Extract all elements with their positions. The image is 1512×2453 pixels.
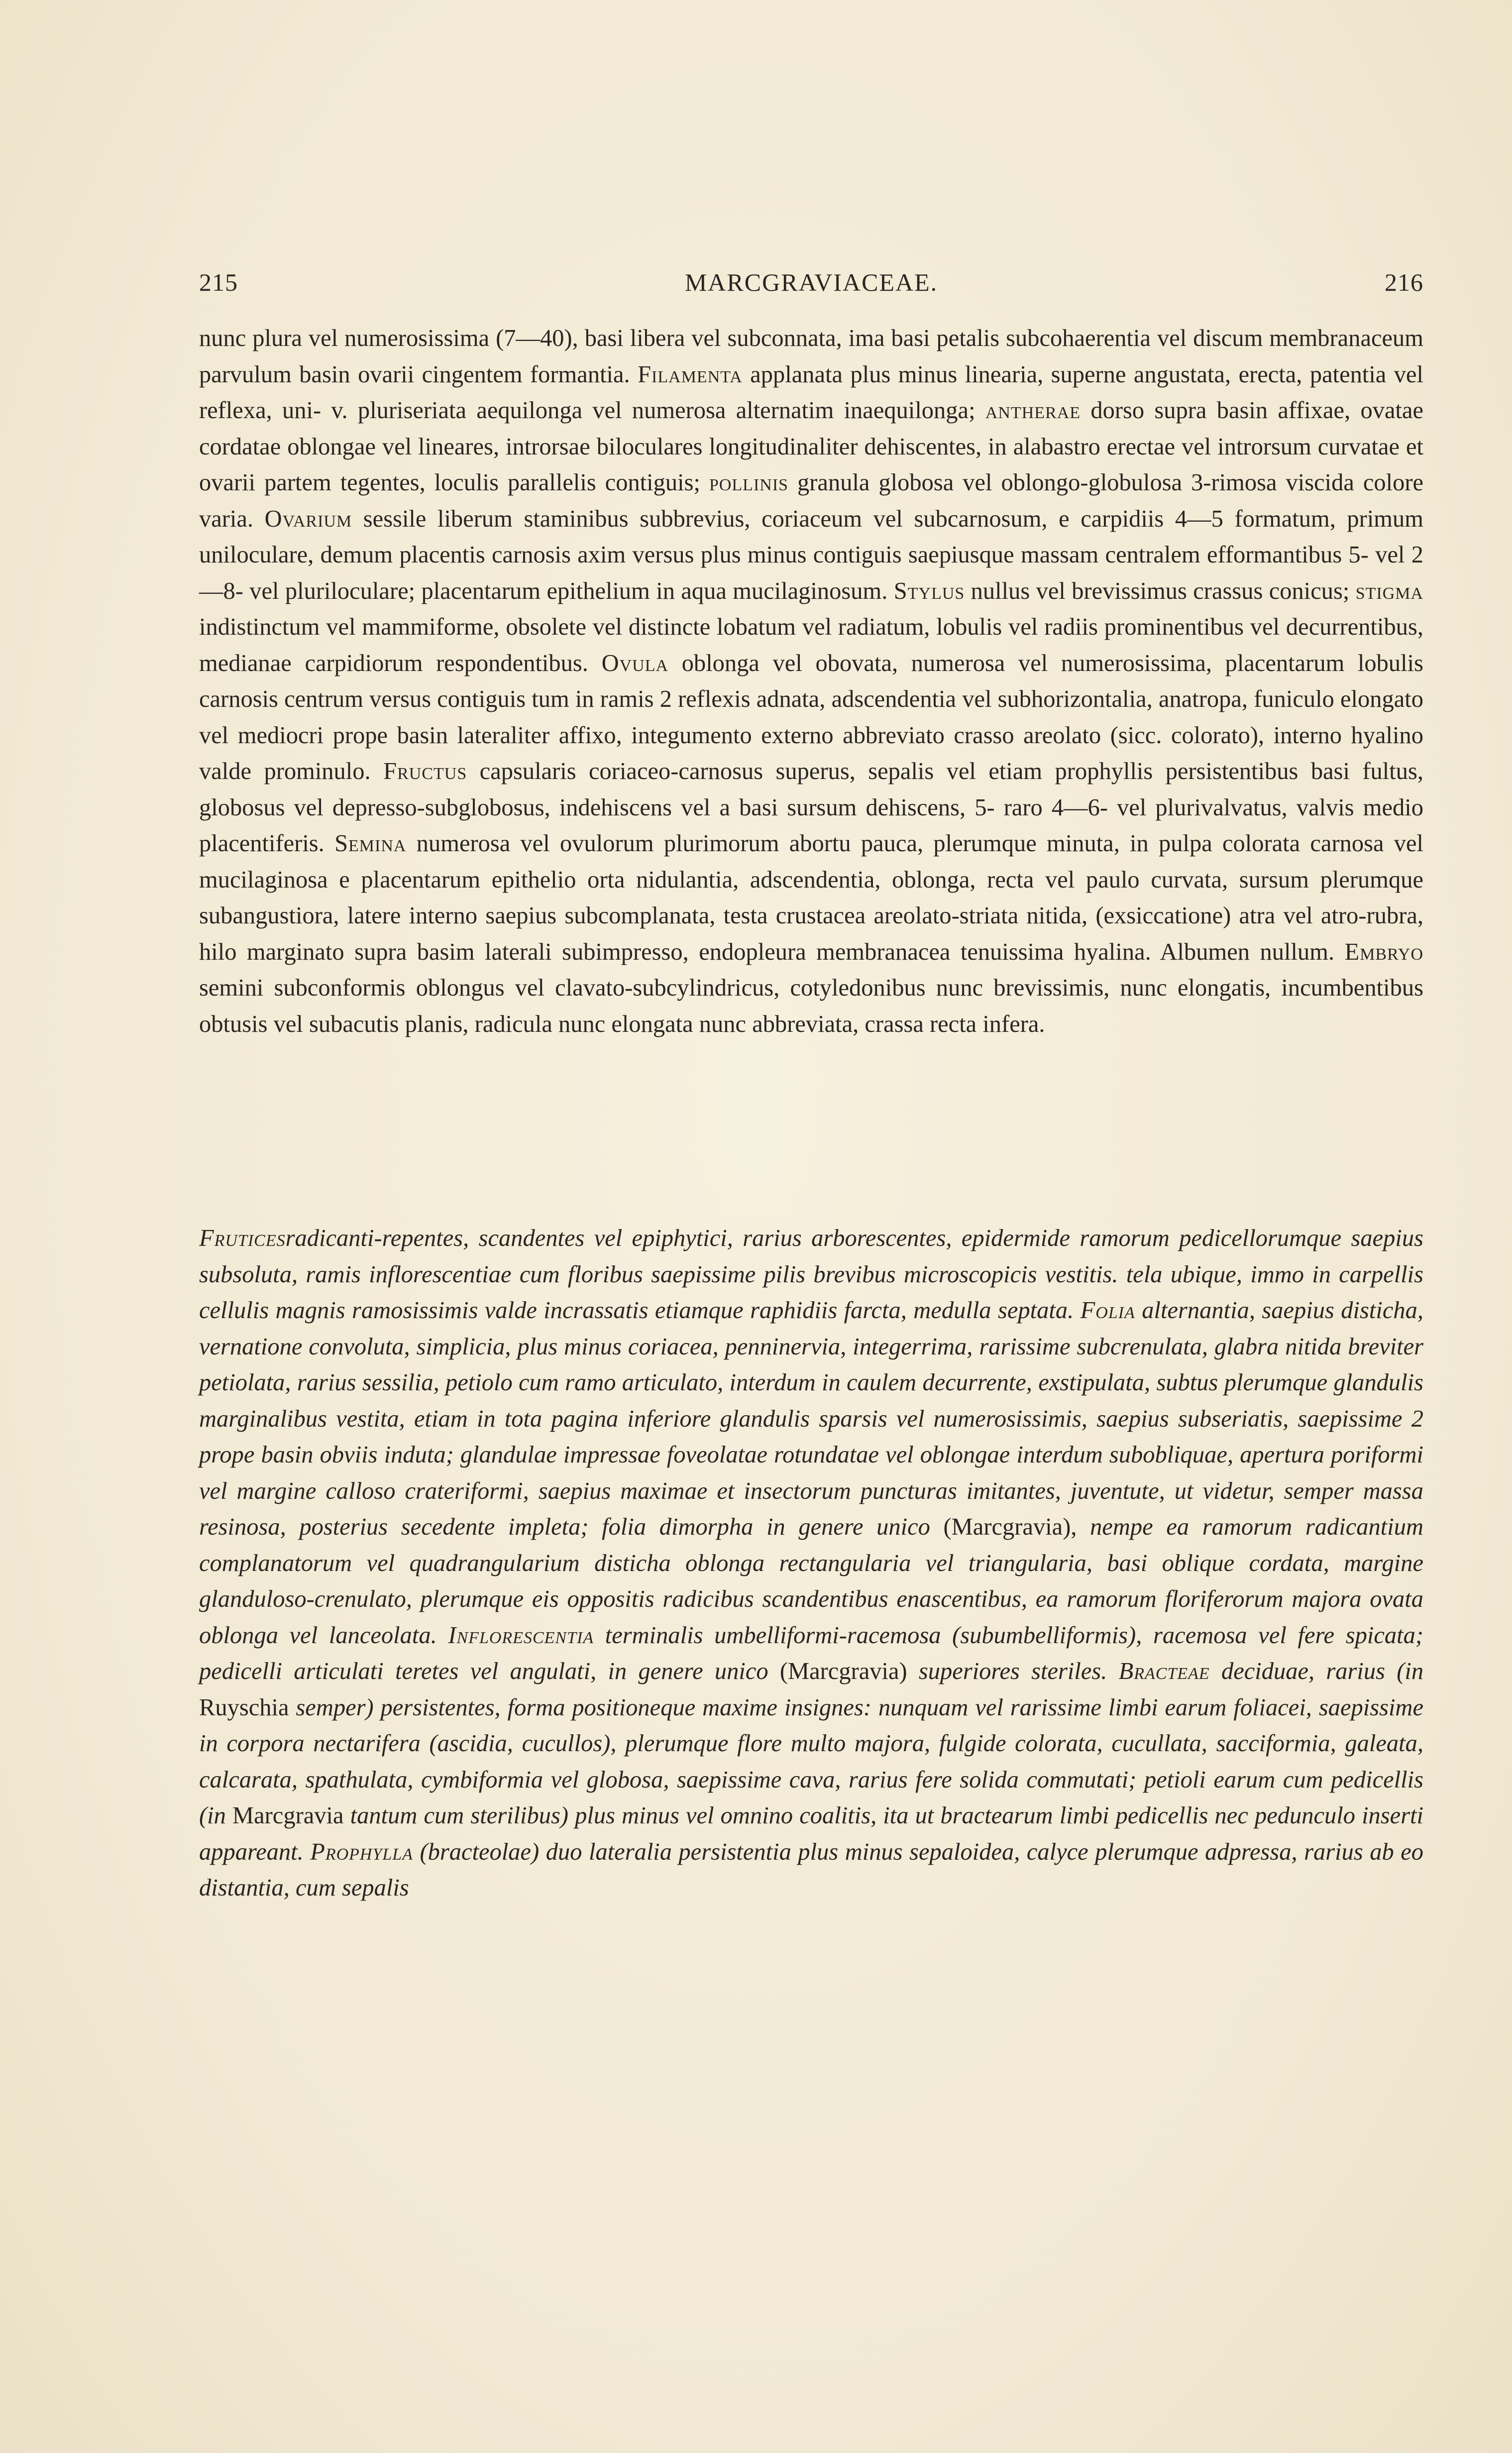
text-run: oblonga vel obovata, numerosa vel numerosissima, placentarum lobulis carnosis centrum versus contiguis tum in ramis 2 reflexis adnata, adscendentia vel subhorizontalia, anatropa, funiculo elongato vel mediocri prope basin lateraliter affixo, integumento externo abbreviato crasso areolato (sicc. colorato), interno hyalino valde prominulo. <box>199 650 1424 784</box>
vegetative-description-paragraph <box>199 1221 1423 1906</box>
page-number-left: 215 <box>199 268 238 296</box>
page-number-right: 216 <box>1385 268 1423 296</box>
text-run: semper) persistentes, forma positioneque maxime insignes: nunquam vel rarissime limbi earum foliacei, saepissime in corpora nectarifera (ascidia, cucullos), plerumque flore multo majora, fulgide colorata, cucullata, sacciformia, galeata, calcarata, spathulata, cymbiformia vel globosa, saepissime cava, rarius fere solida commutati; petioli earum cum pedicellis (in <box>199 1694 1423 1829</box>
text-run: terminalis umbelliformi-racemosa (subumbelliformis), racemosa vel fere spicata; pedicelli articulati teretes vel angulati, in genere unico <box>199 1622 1424 1684</box>
term-semina: Semina <box>334 830 407 857</box>
text-run: deciduae, rarius (in <box>1221 1658 1424 1684</box>
text-run: granula globosa vel oblongo-globulosa 3-rimosa viscida colore varia. <box>199 469 1424 532</box>
text-run: dorso supra basin affixae, ovatae cordatae oblongae vel lineares, introrsae biloculares longitudinaliter dehiscentes, in alabastro erectae vel introrsum curvatae et ovarii partem tegentes, loculis parallelis contiguis; <box>199 397 1424 496</box>
text-run: superiores steriles. <box>918 1658 1107 1684</box>
text-run: nullus vel brevissimus crassus conicus; <box>971 577 1350 604</box>
term-inflorescentia: Inflorescentia <box>448 1622 594 1649</box>
genus-marcgravia: Marcgravia <box>232 1802 344 1829</box>
text-run: nempe ea ramorum radicantium complanatorum vel quadrangularium disticha oblonga rectangularia vel triangularia, basi oblique cordata, margine glanduloso-crenulato, plerumque eis oppositis radicibus scandentibus enascentibus, ea ramorum floriferorum majora ovata oblonga vel lanceolata. <box>199 1514 1424 1649</box>
text-run: capsularis coriaceo-carnosus superus, sepalis vel etiam prophyllis persistentibus basi fultus, globosus vel depresso-subglobosus, indehiscens vel a basi sursum dehiscens, 5- raro 4—6- vel plurivalvatus, valvis medio placentiferis. <box>199 758 1424 857</box>
term-folia: Folia <box>1080 1297 1135 1324</box>
term-fructus: Fructus <box>383 758 467 784</box>
term-prophylla: Prophylla <box>310 1838 413 1865</box>
text-run: indistinctum vel mammiforme, obsolete vel distincte lobatum vel radiatum, lobulis vel radiis prominentibus vel decurrentibus, medianae carpidiorum respondentibus. <box>199 614 1423 676</box>
text-run: semini subconformis oblongus vel clavato-subcylindricus, cotyledonibus nunc brevissimis, nunc elongatis, incumbentibus obtusis vel subacutis planis, radicula nunc elongata nunc abbreviata, crassa recta infera. <box>199 975 1423 1037</box>
running-header <box>199 268 1423 303</box>
term-ovula: Ovula <box>601 650 669 676</box>
term-pollinis: pollinis <box>709 469 789 496</box>
text-run: tantum cum sterilibus) plus minus vel omnino coalitis, ita ut bractearum limbi pedicellis nec pedunculo inserti appareant. <box>199 1802 1424 1865</box>
genus-ruyschia: Ruyschia <box>199 1694 289 1721</box>
running-title: MARCGRAVIACEAE. <box>684 268 938 296</box>
term-filamenta: Filamenta <box>638 361 743 388</box>
term-bracteae: Bracteae <box>1118 1658 1210 1684</box>
term-frutices: Frutices <box>199 1225 286 1251</box>
text-run: applanata plus minus linearia, superne angustata, erecta, patentia vel reflexa, uni- v. pluriseriata aequilonga vel numerosa alternatim inaequilonga; <box>199 361 1423 424</box>
term-stylus: Stylus <box>893 577 965 604</box>
description-paragraph <box>199 321 1423 1042</box>
paragraph-2 <box>199 1221 1423 1906</box>
genus-marcgravia: (Marcgravia) <box>779 1658 907 1684</box>
text-run: sessile liberum staminibus subbrevius, coriaceum vel subcarnosum, e carpidiis 4—5 formatum, primum uniloculare, demum placentis carnosis axim versus plus minus contiguis saepiusque massam centralem efformantibus 5- vel 2—8- vel pluriloculare; placentarum epithelium in aqua mucilaginosum. <box>199 505 1423 604</box>
text-run: numerosa vel ovulorum plurimorum abortu pauca, plerumque minuta, in pulpa colorata carnosa vel mucilaginosa e placentarum epithelio orta nidulantia, adscendentia, oblonga, recta vel paulo curvata, sursum plerumque subangustiora, latere interno saepius subcomplanata, testa crustacea areolato-striata nitida, (exsiccatione) atra vel atro-rubra, hilo marginato supra basim laterali subimpresso, endopleura membranacea tenuissima hyalina. Albumen nullum. <box>199 830 1424 965</box>
text-run: radicanti-repentes, scandentes vel epiphytici, rarius arborescentes, epidermide ramorum pedicellorumque saepius subsoluta, ramis inflorescentiae cum floribus saepissime pilis brevibus microscopicis vestitis. tela ubique, immo in carpellis cellulis magnis ramosissimis valde incrassatis etiamque raphidiis farcta, medulla septata. <box>199 1225 1423 1324</box>
text-run: alternantia, saepius disticha, vernatione convoluta, simplicia, plus minus coriacea, penninervia, integerrima, rarissime subcrenulata, glabra nitida breviter petiolata, rarius sessilia, petiolo cum ramo articulato, interdum in caulem decurrente, exstipulata, subtus plerumque glandulis marginalibus vestita, etiam in tota pagina inferiore glandulis sparsis vel numerosissimis, saepius subseriatis, saepissime 2 prope basin obviis induta; glandulae impressae foveolatae rotundatae vel oblongae interdum subobliquae, apertura poriformi vel margine calloso crateriformi, saepius maximae et insectorum puncturas imitantes, juventute, ut videtur, semper massa resinosa, posterius secedente impleta; folia dimorpha in genere unico <box>199 1297 1424 1540</box>
term-stigma: stigma <box>1355 577 1424 604</box>
term-embryo: Embryo <box>1344 938 1424 965</box>
term-ovarium: Ovarium <box>264 505 352 532</box>
term-antherae: antherae <box>985 397 1081 424</box>
text-run: (bracteolae) duo lateralia persistentia plus minus sepaloidea, calyce plerumque adpressa, rarius ab eo distantia, cum sepalis <box>199 1838 1424 1901</box>
genus-marcgravia: (Marcgravia), <box>943 1514 1077 1540</box>
text-run: nunc plura vel numerosissima (7—40), basi libera vel subconnata, ima basi petalis subcohaerentia vel discum membranaceum parvulum basin ovarii cingentem formantia. <box>199 325 1423 388</box>
paragraph-1 <box>199 321 1423 1042</box>
